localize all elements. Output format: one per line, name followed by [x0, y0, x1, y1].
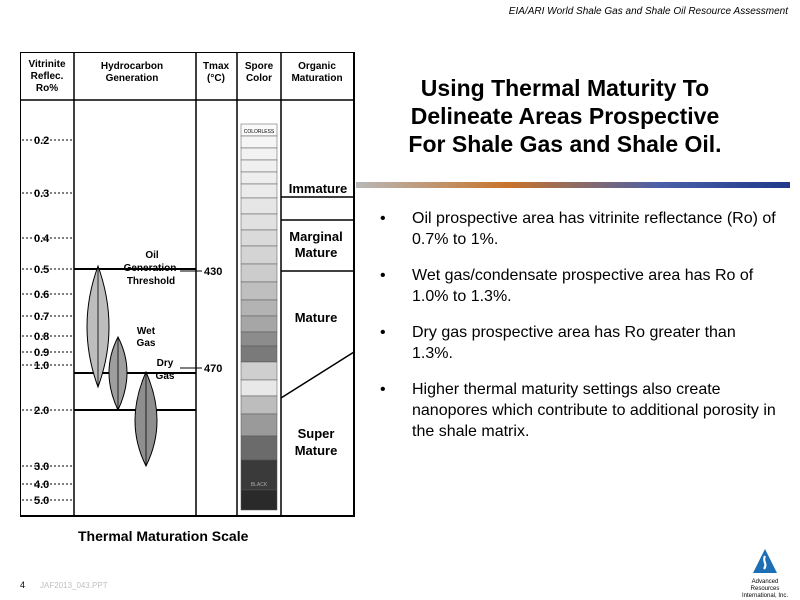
ro-tick-0.6: 0.6: [34, 289, 50, 301]
thermal-maturation-figure: [20, 52, 360, 522]
col-vitrinite-line1: Vitrinite: [28, 59, 66, 70]
spore-label-black: BLACK: [250, 482, 268, 488]
col-organic-line2: Maturation: [291, 73, 343, 84]
bullet-text: Dry gas prospective area has Ro greater than 1.3%.: [412, 324, 736, 362]
bullet-text: Wet gas/condensate prospective area has Ro of 1.0% to 1.3%.: [412, 267, 754, 305]
col-organic-line1: Organic: [298, 61, 336, 72]
ro-tick-0.9: 0.9: [34, 347, 50, 359]
wet-gas-label-line2: Gas: [136, 338, 156, 349]
triangle-logo-icon: [752, 548, 778, 574]
slide-title: [372, 74, 758, 158]
page-number: 4: [20, 580, 26, 590]
file-reference: JAF2013_043.PPT: [40, 581, 108, 590]
oil-label-line2: Generation: [123, 263, 177, 274]
stage-marginal-line1: Marginal: [289, 229, 343, 244]
ro-tick-0.4: 0.4: [34, 233, 50, 245]
stage-marginal-line2: Mature: [294, 245, 338, 260]
bullet-dot: •: [380, 210, 386, 227]
title-line-3: For Shale Gas and Shale Oil.: [408, 131, 722, 157]
title-line-2: Delineate Areas Prospective: [410, 103, 720, 129]
col-hydrocarbon-line2: Generation: [105, 73, 159, 84]
ro-tick-4.0: 4.0: [34, 479, 50, 491]
stage-super-line1: Super: [297, 426, 335, 441]
col-tmax-line1: Tmax: [202, 61, 230, 72]
bullet-item: [380, 322, 780, 364]
dry-gas-label-line1: Dry: [156, 358, 174, 369]
bullet-text: Higher thermal maturity settings also create nanopores which contribute to additional porosity in the shale matrix.: [412, 381, 776, 440]
col-spore-line1: Spore: [244, 61, 274, 72]
ro-tick-5.0: 5.0: [34, 495, 50, 507]
stage-mature: Mature: [294, 310, 338, 325]
bullet-dot: •: [380, 324, 386, 341]
col-hydrocarbon-line1: Hydrocarbon: [100, 61, 164, 72]
bullet-dot: •: [380, 381, 386, 398]
col-spore-line2: Color: [245, 73, 273, 84]
ro-tick-2.0: 2.0: [34, 405, 50, 417]
tmax-470: 470: [204, 363, 223, 375]
ro-tick-0.7: 0.7: [34, 311, 50, 323]
ro-tick-3.0: 3.0: [34, 461, 50, 473]
col-tmax-line2: (°C): [207, 73, 225, 84]
col-vitrinite-line2: Reflec.: [30, 71, 64, 82]
ro-tick-0.8: 0.8: [34, 331, 50, 343]
company-logo: [740, 548, 790, 600]
spore-label-colorless: COLORLESS: [243, 129, 275, 135]
stage-super-line2: Mature: [294, 443, 338, 458]
tmax-430: 430: [204, 266, 223, 278]
oil-label-line3: Threshold: [126, 276, 176, 287]
oil-label-line1: Oil: [145, 250, 159, 261]
bullet-item: [380, 208, 780, 250]
header-source: EIA/ARI World Shale Gas and Shale Oil Resource Assessment: [508, 6, 788, 17]
title-line-1: Using Thermal Maturity To: [420, 75, 710, 101]
bullet-dot: •: [380, 267, 386, 284]
stage-immature: Immature: [288, 181, 348, 196]
col-vitrinite-line3: Ro%: [35, 83, 59, 94]
title-divider: [356, 182, 790, 188]
figure-caption: Thermal Maturation Scale: [78, 528, 249, 544]
bullet-item: [380, 265, 780, 307]
ro-tick-0.5: 0.5: [34, 264, 50, 276]
wet-gas-label-line1: Wet: [136, 326, 156, 337]
bullet-item: [380, 379, 780, 442]
ro-tick-0.3: 0.3: [34, 188, 50, 200]
bullet-list: [380, 208, 780, 457]
ro-tick-1.0: 1.0: [34, 360, 50, 372]
bullet-text: Oil prospective area has vitrinite reflectance (Ro) of 0.7% to 1%.: [412, 210, 776, 248]
dry-gas-label-line2: Gas: [155, 371, 175, 382]
logo-text-line2: International, Inc.: [741, 593, 789, 599]
ro-tick-0.2: 0.2: [34, 135, 50, 147]
logo-text-line1: Advanced Resources: [750, 579, 780, 592]
